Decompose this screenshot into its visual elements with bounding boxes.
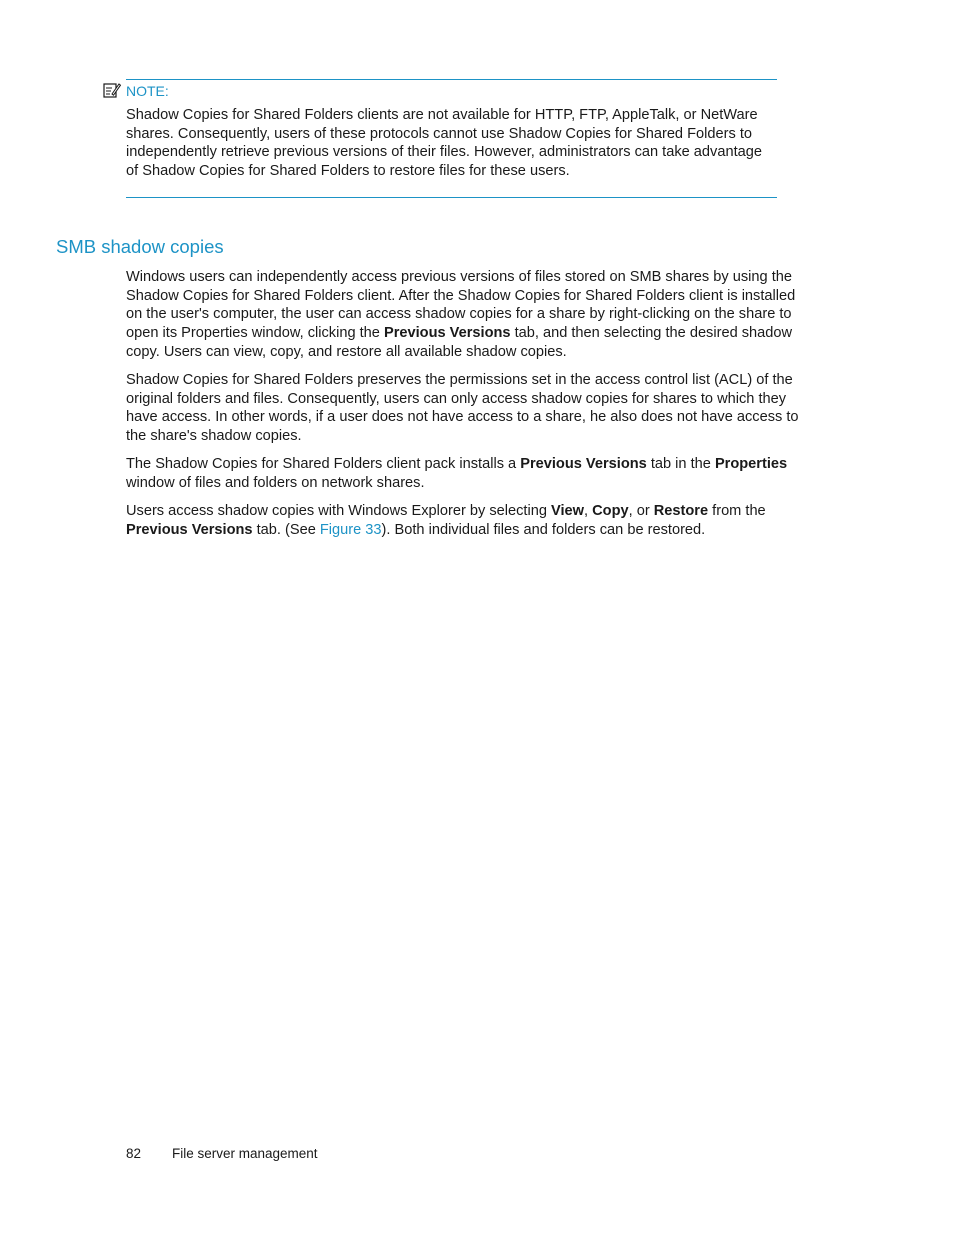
paragraph-3 xyxy=(126,455,806,492)
p4-bold-previous-versions: Previous Versions xyxy=(126,521,253,538)
p4-text-f: tab. (See xyxy=(252,521,320,538)
paragraph-2: Shadow Copies for Shared Folders preserves the permissions set in the access control list (ACL) of the original folders and files. Consequently, users can only access shadow copies for shares to which they have access. In other words, if a user does not have access to a share, he also does not have access to the share's shadow copies. xyxy=(126,372,799,445)
section-heading: SMB shadow copies xyxy=(56,236,224,257)
p3-bold-properties: Properties xyxy=(714,456,788,473)
p4-bold-view: View xyxy=(551,503,585,520)
p3-text-a: The Shadow Copies for Shared Folders client pack installs a xyxy=(126,456,521,473)
p3-text-d: window of files and folders on network shares. xyxy=(126,475,425,492)
p4-text-e: from the xyxy=(708,503,766,520)
p1-text-a: Windows users can independently access previous versions of files stored on SMB shares by using the Shadow Copies for Shared Folders client. After the Shadow Copies for Shared Folders client is installed on the user's computer, the user can access shadow copies for a share by right-clicking on the share to open its Properties window, clicking the xyxy=(126,269,796,342)
p4-text-g: ). Both individual files and folders can be restored. xyxy=(381,521,706,538)
p4-text-a: Users access shadow copies with Windows Explorer by selecting xyxy=(126,503,552,520)
p1-bold-previous-versions: Previous Versions xyxy=(383,325,511,342)
p3-bold-previous-versions: Previous Versions xyxy=(520,456,647,473)
figure-33-link[interactable]: Figure 33 xyxy=(319,521,382,538)
note-label: NOTE: xyxy=(126,83,169,99)
p4-bold-copy: Copy xyxy=(592,503,629,520)
p4-text-d: , or xyxy=(628,503,654,520)
paragraph-4 xyxy=(126,502,806,539)
footer-page-number: 82 xyxy=(126,1146,142,1161)
note-top-rule xyxy=(126,79,777,80)
p3-text-c: tab in the xyxy=(646,456,715,473)
note-pencil-icon xyxy=(103,82,121,98)
paragraph-1 xyxy=(126,268,806,362)
note-text: Shadow Copies for Shared Folders clients are not available for HTTP, FTP, AppleTalk, or NetWare shares. Consequently, users of these protocols cannot use Shadow Copies for Shared Folders to independently retrieve previous versions of their files. However, administrators can take advantage of Shadow Copies for Shared Folders to restore files for these users. xyxy=(126,107,762,180)
footer-title: File server management xyxy=(172,1146,318,1161)
note-bottom-rule xyxy=(126,197,777,198)
p4-bold-restore: Restore xyxy=(653,503,709,520)
section-body xyxy=(126,268,806,549)
note-box xyxy=(103,79,777,198)
p1-text-c: tab, and then selecting the desired shadow copy. Users can view, copy, and restore all available shadow copies. xyxy=(126,325,793,360)
p4-text-c: , xyxy=(584,503,593,520)
